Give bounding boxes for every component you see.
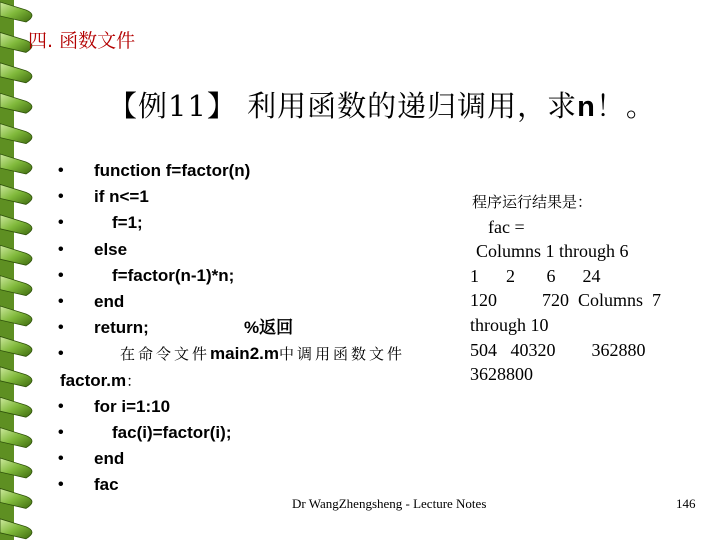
code-line — [58, 184, 468, 210]
result-line: Columns 1 through 6 — [476, 241, 629, 262]
code-comment: %返回 — [244, 318, 294, 338]
code-line — [58, 315, 468, 341]
code-line — [58, 368, 468, 394]
code-line — [58, 263, 468, 289]
bullet: • — [58, 162, 64, 179]
footer-text: Dr WangZhengsheng - Lecture Notes — [292, 496, 487, 511]
code-text: f=factor(n-1)*n; — [112, 265, 235, 285]
slide-title-prefix: 【例11】 利用函数的递归调用，求 — [108, 89, 578, 123]
slide-title-var: n — [577, 91, 596, 123]
code-text: return; — [94, 318, 149, 338]
code-line — [58, 420, 468, 446]
spiral-binding — [0, 0, 42, 540]
code-text-cn-b: 中调用函数文件 — [279, 345, 406, 364]
page-number: 146 — [676, 496, 696, 511]
result-line: through 10 — [470, 314, 549, 335]
code-line — [58, 237, 468, 263]
bullet: • — [58, 345, 64, 363]
bullet: • — [58, 214, 64, 232]
code-text: for i=1:10 — [94, 396, 171, 416]
section-title: 四. 函数文件 — [28, 30, 136, 52]
code-line — [58, 289, 468, 315]
code-text: f=1; — [112, 213, 143, 233]
code-text: if n<=1 — [94, 187, 149, 207]
bullet: • — [58, 240, 64, 258]
code-text: fac(i)=factor(i); — [112, 422, 232, 442]
bullet: • — [58, 266, 64, 284]
code-text: function f=factor(n) — [94, 161, 251, 180]
code-text-cn-a: 在命令文件 — [120, 345, 211, 364]
code-line — [58, 472, 468, 498]
code-text — [120, 341, 405, 367]
slide-title — [108, 84, 656, 125]
code-line — [58, 158, 468, 184]
result-output — [470, 190, 715, 387]
code-listing — [58, 158, 468, 498]
bullet: • — [58, 188, 64, 206]
code-line — [58, 394, 468, 420]
result-line: 504 40320 362880 — [470, 339, 646, 360]
code-line — [58, 341, 468, 367]
result-heading: 程序运行结果是： — [472, 193, 593, 211]
code-text-file: main2.m — [210, 344, 279, 364]
bullet: • — [58, 476, 64, 494]
code-text: end — [94, 449, 125, 469]
result-line: 3628800 — [470, 364, 533, 385]
bullet: • — [58, 423, 64, 441]
bullet: • — [58, 397, 64, 415]
code-text: end — [94, 291, 125, 311]
bullet: • — [58, 450, 64, 468]
result-line: 1 2 6 24 — [470, 265, 601, 286]
result-line: fac = — [488, 216, 525, 237]
code-text — [60, 368, 144, 394]
code-line — [58, 210, 468, 236]
bullet: • — [58, 319, 64, 337]
code-text-file: factor.m — [60, 370, 127, 390]
code-text: else — [94, 239, 128, 259]
code-text-cn: ： — [126, 371, 145, 390]
bullet: • — [58, 292, 64, 310]
slide-title-suffix: ！。 — [595, 89, 656, 123]
code-line — [58, 446, 468, 472]
code-text: fac — [94, 475, 119, 495]
result-line: 120 720 Columns 7 — [470, 290, 662, 311]
